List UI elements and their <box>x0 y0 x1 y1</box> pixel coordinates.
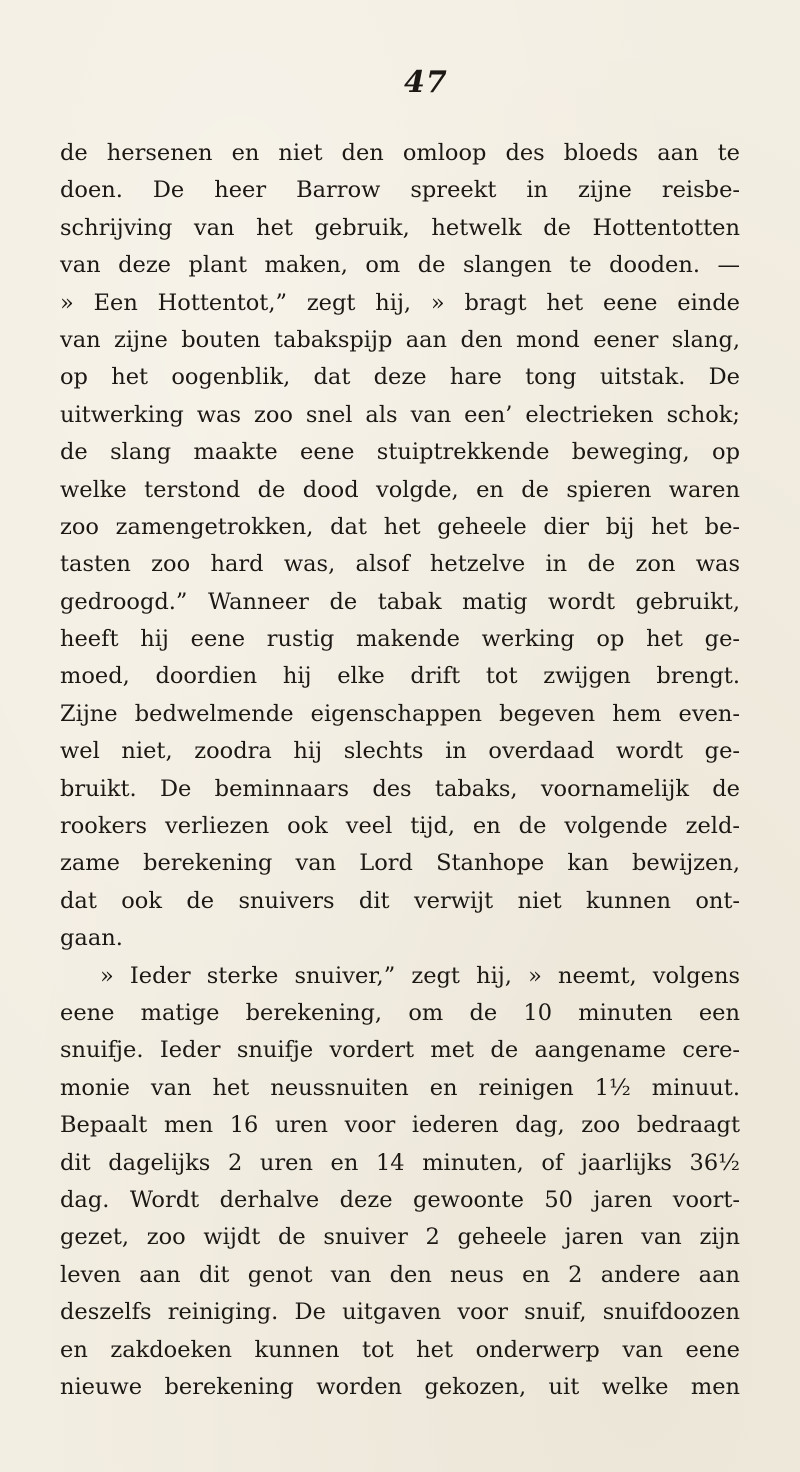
text-line: eene matige berekening, om de 10 minuten een <box>60 999 740 1026</box>
text-line: monie van het neussnuiten en reinigen 1½ minuut. <box>60 1074 740 1101</box>
paragraph-1 <box>60 135 740 958</box>
text-line: gezet, zoo wijdt de snuiver 2 geheele jaren van zijn <box>60 1224 740 1251</box>
text-line: leven aan dit genot van den neus en 2 andere aan <box>60 1261 740 1288</box>
text-line: snuifje. Ieder snuifje vordert met de aangename cere- <box>60 1037 740 1064</box>
page-number: 47 <box>404 65 448 100</box>
body-text <box>60 135 740 1406</box>
text-line: rookers verliezen ook veel tijd, en de volgende zeld- <box>60 813 740 840</box>
text-line: dit dagelijks 2 uren en 14 minuten, of jaarlijks 36½ <box>60 1149 740 1176</box>
text-line: Zijne bedwelmende eigenschappen begeven hem even- <box>60 700 740 727</box>
text-line: » Een Hottentot,” zegt hij, » bragt het eene einde <box>60 289 740 316</box>
text-line: tasten zoo hard was, alsof hetzelve in de zon was <box>60 551 740 578</box>
text-line: deszelfs reiniging. De uitgaven voor snuif, snuifdoozen <box>60 1299 740 1326</box>
text-line: Bepaalt men 16 uren voor iederen dag, zoo bedraagt <box>60 1112 740 1139</box>
text-line: zoo zamengetrokken, dat het geheele dier bij het be- <box>60 513 740 540</box>
text-line: bruikt. De beminnaars des tabaks, voornamelijk de <box>60 775 740 802</box>
text-line: moed, doordien hij elke drift tot zwijgen brengt. <box>60 663 740 690</box>
text-line: zame berekening van Lord Stanhope kan bewijzen, <box>60 850 740 877</box>
text-line: de slang maakte eene stuiptrekkende beweging, op <box>60 439 740 466</box>
text-line: welke terstond de dood volgde, en de spieren waren <box>60 476 740 503</box>
text-line: op het oogenblik, dat deze hare tong uitstak. De <box>60 364 740 391</box>
text-line: van zijne bouten tabakspijp aan den mond eener slang, <box>60 326 740 353</box>
text-line: wel niet, zoodra hij slechts in overdaad wordt ge- <box>60 738 740 765</box>
text-line: dat ook de snuivers dit verwijt niet kunnen ont- <box>60 887 740 914</box>
text-line: gedroogd.” Wanneer de tabak matig wordt gebruikt, <box>60 588 740 615</box>
text-line: gaan. <box>60 925 123 952</box>
text-line: de hersenen en niet den omloop des bloeds aan te <box>60 140 740 166</box>
text-line: van deze plant maken, om de slangen te dooden. — <box>60 252 740 279</box>
text-line: nieuwe berekening worden gekozen, uit welke men <box>60 1373 740 1400</box>
paragraph-2 <box>60 958 740 1407</box>
text-line: doen. De heer Barrow spreekt in zijne reisbe- <box>60 177 740 204</box>
text-line: » Ieder sterke snuiver,” zegt hij, » neemt, volgens <box>100 962 740 989</box>
text-line: dag. Wordt derhalve deze gewoonte 50 jaren voort- <box>60 1186 740 1213</box>
text-line: uitwerking was zoo snel als van een’ electrieken schok; <box>60 401 740 428</box>
text-line: en zakdoeken kunnen tot het onderwerp van eene <box>60 1336 740 1363</box>
text-line: heeft hij eene rustig makende werking op het ge- <box>60 626 740 653</box>
text-line: schrijving van het gebruik, hetwelk de Hottentotten <box>60 214 740 241</box>
